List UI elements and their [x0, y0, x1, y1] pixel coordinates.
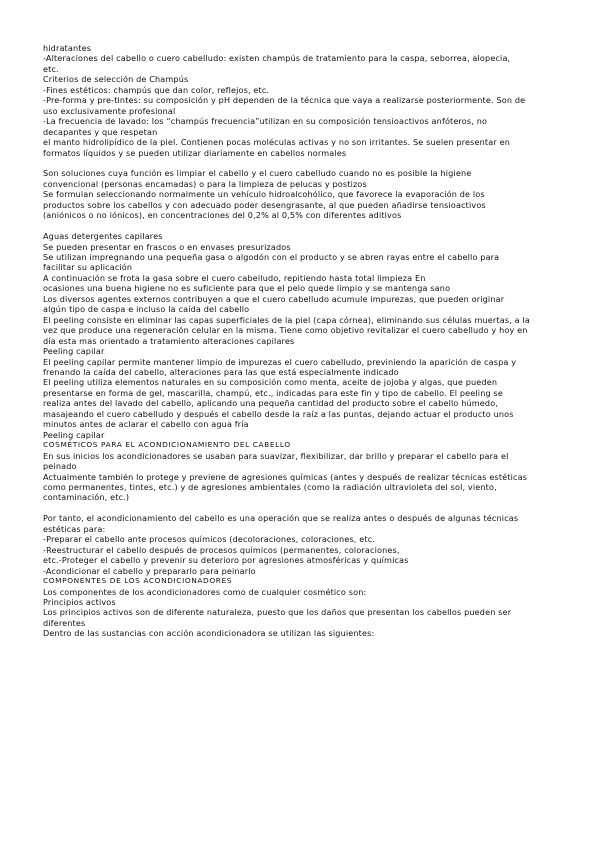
text-line: ocasiones una buena higiene no es suficiente para que el pelo quede limpio y se mantenga sano [43, 283, 451, 294]
text-line: El peeling capilar permite mantener limpio de impurezas el cuero cabelludo, previniendo la aparición de caspa y [43, 356, 517, 367]
text-line: Los componentes de los acondicionadores como de cualquier cosmético son: [43, 586, 367, 597]
text-line: -Pre-forma y pre-tintes: su composición y pH dependen de la técnica que vaya a realizarse posteriormente. Son de [43, 95, 526, 106]
text-line: Se pueden presentar en frascos o en envases presurizados [43, 241, 291, 252]
text-line: etc.-Proteger el cabello y prevenir su deterioro por agresiones atmosféricas y químicas [43, 555, 409, 566]
paragraph-gap [43, 158, 563, 168]
text-line: A continuación se frota la gasa sobre el cuero cabelludo, repitiendo hasta total limpieza En [43, 272, 426, 283]
text-line: Los diversos agentes externos contribuyen a que el cuero cabelludo acumule impurezas, que pueden originar [43, 293, 505, 304]
text-line: -La frecuencia de lavado: los “champús frecuencia”utilizan en su composición tensioactivos anfóteros, no [43, 116, 488, 127]
text-line: -Alteraciones del cabello o cuero cabelludo: existen champús de tratamiento para la caspa, seborrea, alopecia, [43, 53, 511, 64]
text-line: frenando la caída del cabello, alteraciones para las que está especialmente indicado [43, 367, 399, 378]
text-line: decapantes y que respetan [43, 126, 158, 137]
text-line: uso exclusivamente profesional [43, 105, 176, 116]
text-line: presentarse en forma de gel, mascarilla, champú, etc., indicadas para este fin y tipo de cabello. El peeling se [43, 387, 503, 398]
text-line: realiza antes del lavado del cabello, aplicando una pequeña cantidad del producto sobre el cabello húmedo, [43, 398, 499, 409]
text-line: El peeling consiste en eliminar las capas superficiales de la piel (capa córnea), eliminando sus células muertas, a la [43, 314, 530, 325]
text-line: masajeando el cuero cabelludo y después el cabello desde la raíz a las puntas, dejando actuar el producto unos [43, 408, 514, 419]
section-heading: COMPONENTES DE LOS ACONDICIONADORES [43, 576, 233, 586]
text-line: convencional (personas encamadas) o para la limpieza de pelucas y postizos [43, 178, 367, 189]
text-line: -Preparar el cabello ante procesos químicos (decoloraciones, coloraciones, etc. [43, 534, 376, 545]
text-line: Dentro de las sustancias con acción acondicionadora se utilizan las siguientes: [43, 628, 375, 639]
text-line: día esta mas orientado a tratamiento alteraciones capilares [43, 335, 295, 346]
section-heading: COSMÉTICOS PARA EL ACONDICIONAMIENTO DEL CABELLO [43, 440, 291, 450]
text-line: En sus inicios los acondicionadores se usaban para suavizar, flexibilizar, dar brillo y preparar el cabello para el [43, 450, 509, 461]
text-line: Criterios de selección de Champús [43, 74, 189, 85]
text-line: -Reestructurar el cabello después de procesos químicos (permanentes, coloraciones, [43, 544, 400, 555]
paragraph-gap [43, 221, 563, 231]
text-line: Se formulan seleccionando normalmente un vehículo hidroalcohólico, que favorece la evaporación de los [43, 189, 485, 200]
text-line: formatos líquidos y se pueden utilizar diariamente en cabellos normales [43, 147, 347, 158]
text-line: contaminación, etc.) [43, 492, 130, 503]
text-line: como permanentes, tintes, etc.) y de agresiones ambientales (como la radiación ultravioleta del sol, viento, [43, 482, 497, 492]
text-line: vez que produce una regeneración celular en la misma. Tiene como objetivo revitalizar el cuero cabelludo y hoy en [43, 325, 528, 336]
text-line: Actualmente también lo protege y previene de agresiones químicas (antes y después de realizar técnicas estéticas [43, 471, 528, 482]
text-line: algún tipo de caspa e incluso la caída del cabello [43, 304, 250, 315]
text-line: Son soluciones cuya función es limpiar el cabello y el cuero cabelludo cuando no es posible la higiene [43, 168, 472, 179]
text-line: hidratantes [43, 43, 92, 53]
text-line: productos sobre los cabellos y con adecuado poder desengrasante, al que pueden añadirse tensioactivos [43, 199, 486, 210]
paragraph-gap [43, 503, 563, 513]
text-line: Peeling capilar [43, 429, 105, 440]
text-line: Por tanto, el acondicionamiento del cabello es una operación que se realiza antes o después de algunas técnicas [43, 513, 519, 524]
text-line: Aguas detergentes capilares [43, 231, 163, 242]
text-line: estéticas para: [43, 523, 106, 534]
text-line: Los principios activos son de diferente naturaleza, puesto que los daños que presentan los cabellos pueden ser [43, 607, 512, 618]
text-line: (aniónicos o no iónicos), en concentraciones del 0,2% al 0,5% con diferentes aditivos [43, 210, 402, 221]
text-line: etc. [43, 63, 59, 74]
text-line: diferentes [43, 617, 86, 628]
text-line: Peeling capilar [43, 346, 105, 357]
text-line: -Acondicionar el cabello y prepararlo para peinarlo [43, 565, 256, 576]
text-line: facilitar su aplicación [43, 262, 133, 273]
document-page [43, 43, 563, 639]
text-line: el manto hidrolipídico de la piel. Contienen pocas moléculas activas y no son irritantes. Se suelen presentar en [43, 137, 510, 148]
text-line: El peeling utiliza elementos naturales en su composición como menta, aceite de jojoba y algas, que pueden [43, 377, 498, 388]
text-line: peinado [43, 461, 77, 472]
text-line: minutos antes de aclarar el cabello con agua fría [43, 419, 249, 430]
text-line: -Fines estéticos: champús que dan color, reflejos, etc. [43, 84, 270, 95]
text-line: Principios activos [43, 596, 116, 607]
text-line: Se utilizan impregnando una pequeña gasa o algodón con el producto y se abren rayas entre el cabello para [43, 252, 500, 263]
